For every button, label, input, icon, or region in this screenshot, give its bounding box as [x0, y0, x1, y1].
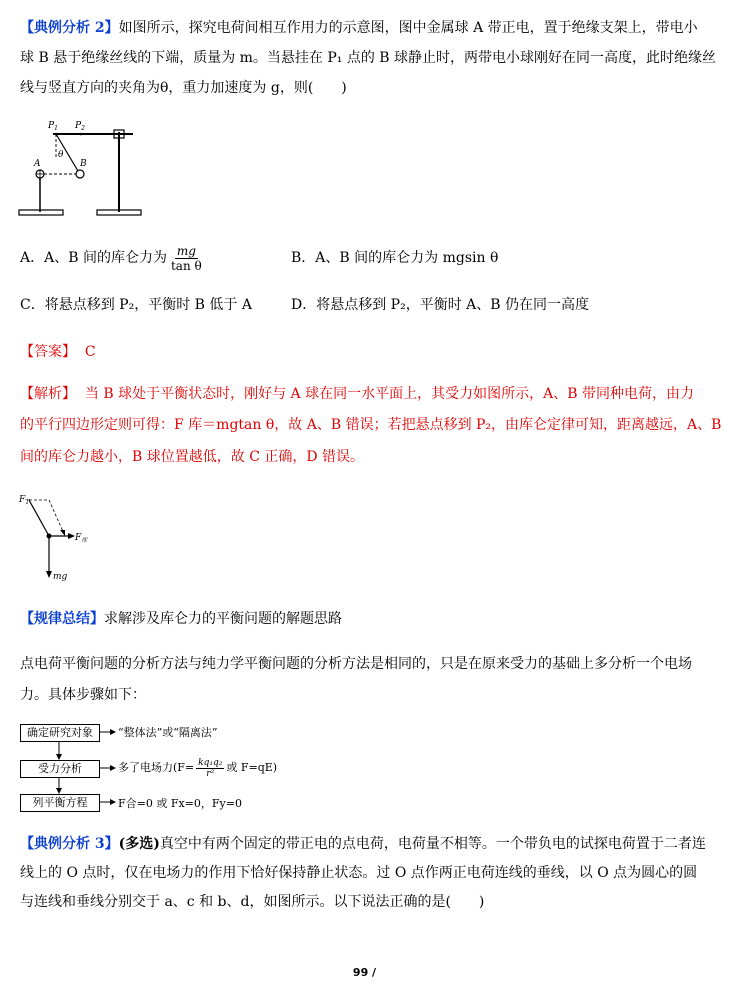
option-c: C．将悬点移到 P₂，平衡时 B 低于 A [20, 297, 252, 313]
example2-line3: 线与竖直方向的夹角为θ，重力加速度为 g，则( ) [20, 80, 347, 96]
analysis-line3: 间的库仑力越小，B 球位置越低，故 C 正确，D 错误。 [20, 449, 365, 465]
label-ft: $F_T$ [19, 495, 30, 506]
label-b: B [80, 159, 87, 169]
page-number: 99 / [352, 966, 377, 979]
summary-line2: 力。具体步骤如下： [20, 687, 146, 703]
summary-heading: 【规律总结】求解涉及库仑力的平衡问题的解题思路 [20, 611, 342, 627]
analysis-line2: 的平行四边形定则可得：F 库＝mgtan θ，故 A、B 错误；若把悬点移到 P₂，由库仑定律可知，距离越远，A、B [20, 417, 722, 433]
label-fk: $F_库$ [75, 533, 88, 544]
force-diagram [15, 488, 110, 583]
example2-line1 [20, 17, 698, 39]
example2-text1: 如图所示，探究电荷间相互作用力的示意图，图中金属球 A 带正电，置于绝缘支架上，带电小 [118, 20, 698, 36]
answer-tag: 【答案】 [20, 344, 76, 360]
example2-line2: 球 B 悬于绝缘丝线的下端，质量为 m。当悬挂在 P₁ 点的 B 球静止时，两带电小球刚好在同一高度，此时绝缘丝 [20, 50, 717, 66]
example3-line1: 【典例分析 3】(多选)真空中有两个固定的带正电的点电荷，电荷量不相等。一个带负电的试探电荷置于二者连 [20, 836, 706, 852]
option-d: D．将悬点移到 P₂，平衡时 A、B 仍在同一高度 [291, 297, 590, 313]
example3-tag: 【典例分析 3】 [20, 836, 119, 852]
flow-note2: 多了电场力(F= $\frac{\text{kq₁q₂}}{\text{r²}}$ 或 F=qE) [118, 757, 278, 779]
example3-line3: 与连线和垂线分别交于 a、c 和 b、d，如图所示。以下说法正确的是( ) [20, 894, 485, 910]
flow-step1: 确定研究对象 [20, 724, 100, 742]
coulomb-apparatus-figure [15, 118, 145, 218]
label-a: A [34, 159, 41, 169]
example3-line2: 线上的 O 点时，仅在电场力的作用下恰好保持静止状态。过 O 点作两正电荷连线的垂线，以 O 点为圆心的圆 [20, 865, 698, 881]
flow-note1: “整体法”或“隔离法” [118, 726, 218, 739]
summary-tag: 【规律总结】 [20, 611, 104, 627]
answer-value: C [84, 344, 96, 360]
summary-line1: 点电荷平衡问题的分析方法与纯力学平衡问题的分析方法是相同的，只是在原来受力的基础上多分析一个电场 [20, 656, 692, 672]
analysis-tag: 【解析】 [20, 386, 76, 402]
example2-tag: 【典例分析 2】 [20, 20, 119, 36]
label-theta: θ [58, 150, 64, 160]
analysis-line1: 【解析】 当 B 球处于平衡状态时，刚好与 A 球在同一水平面上，其受力如图所示，A、B 带同种电荷，由力 [20, 386, 694, 402]
label-p1: $P_1$ [48, 121, 58, 132]
flow-step2: 受力分析 [20, 760, 100, 778]
option-b: B．A、B 间的库仑力为 mgsin θ [291, 250, 499, 266]
option-a: A．A、B 间的库仑力为 $\frac{mg}{\text{tan θ}}$ [20, 243, 202, 273]
label-mg: mg [53, 572, 68, 582]
flow-arrows [18, 718, 128, 818]
answer-line [20, 341, 96, 363]
example3-multi: (多选) [118, 836, 160, 852]
label-p2: $P_2$ [75, 121, 85, 132]
flow-step3: 列平衡方程 [20, 794, 100, 812]
flowchart [18, 718, 278, 818]
option-a-fraction: $\frac{mg}{\text{tan θ}}$ [170, 243, 202, 273]
flow-note3: F合=0 或 Fx=0，Fy=0 [118, 797, 242, 810]
